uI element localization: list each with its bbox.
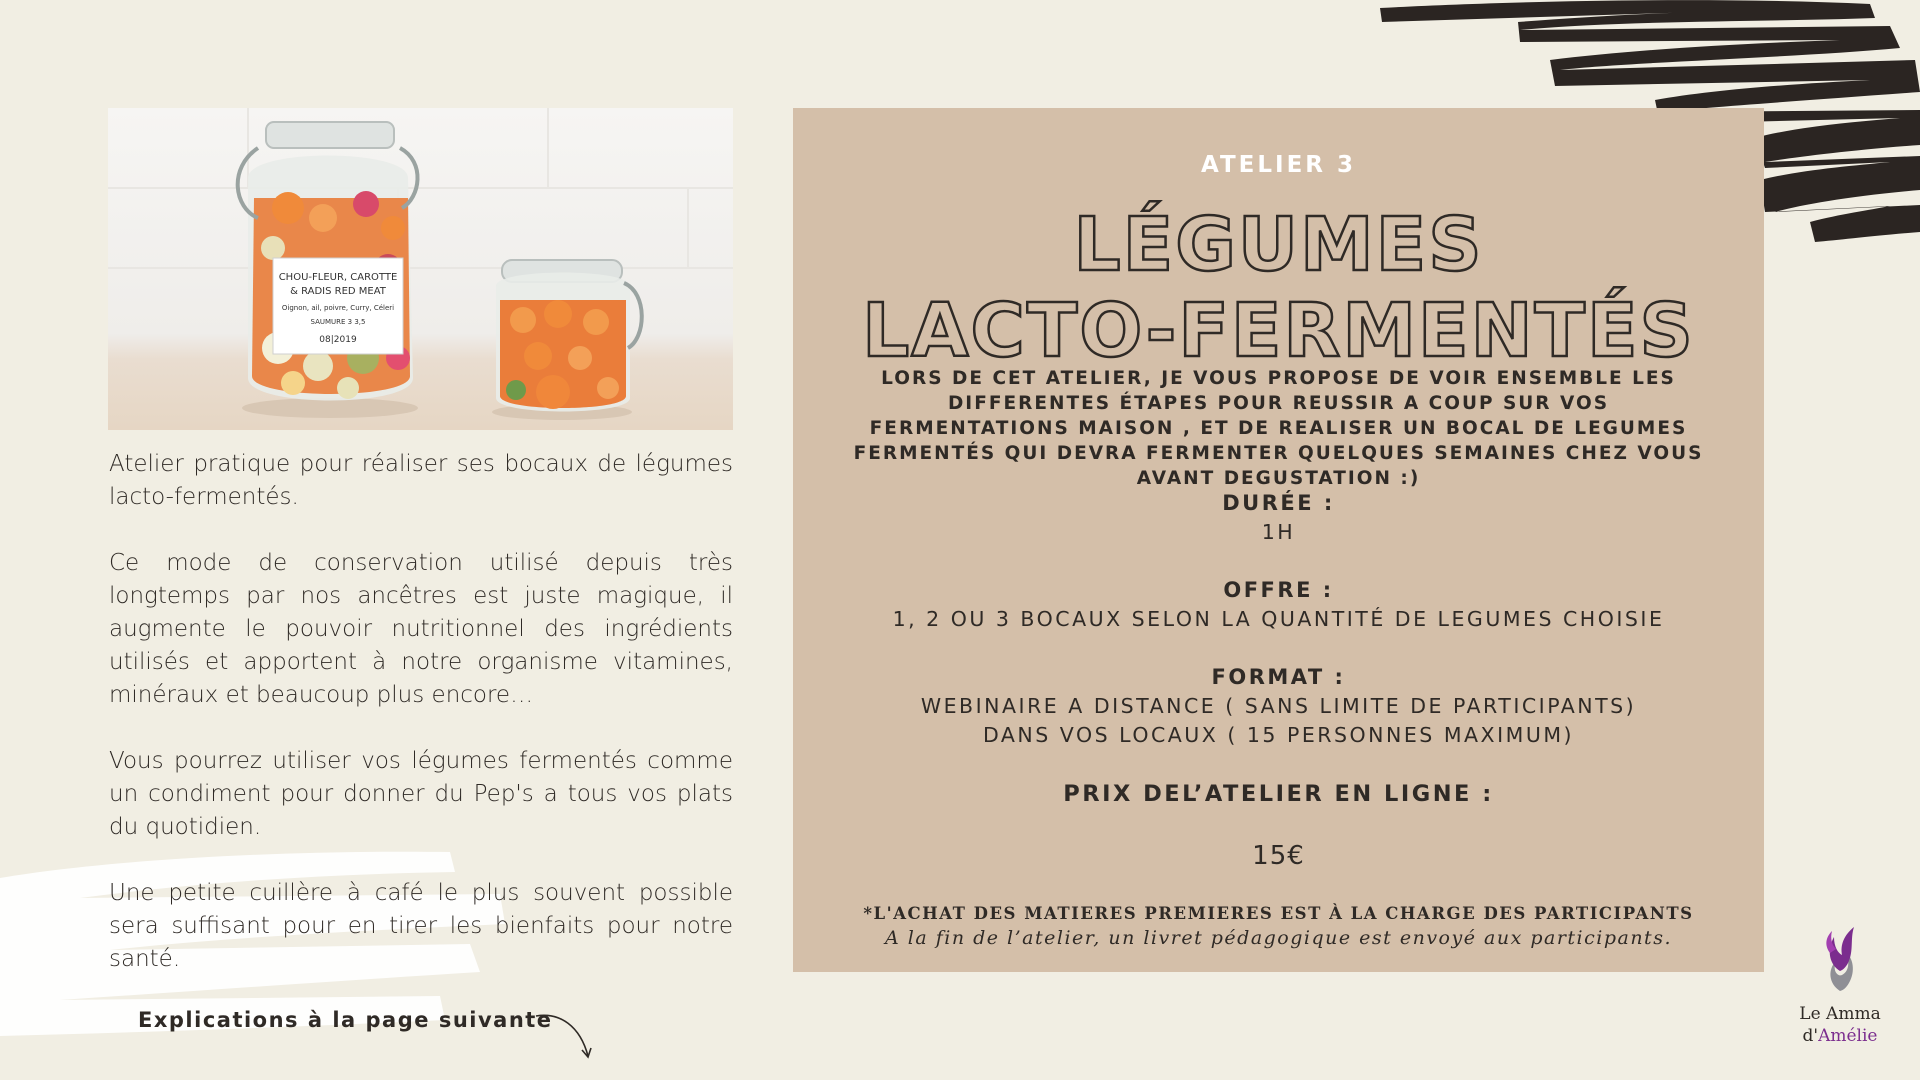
booklet-note: A la fin de l’atelier, un livret pédagogique est envoyé aux participants.	[885, 927, 1672, 949]
description-text	[109, 448, 733, 1009]
title-line-2: LACTO-FERMENTÉS	[862, 288, 1695, 374]
materials-note: *L'ACHAT DES MATIERES PREMIERES EST À LA CHARGE DES PARTICIPANTS	[863, 904, 1694, 923]
jar-label-line-4: SAUMURE 3 3,5	[310, 318, 366, 326]
brand-logo	[1790, 925, 1890, 1047]
brand-name	[1790, 1003, 1890, 1047]
price-value: 15€	[1252, 841, 1305, 871]
duration-value: 1H	[1261, 520, 1296, 544]
intro-text: LORS DE CET ATELIER, JE VOUS PROPOSE DE VOIR ENSEMBLE LES DIFFERENTES ÉTAPES POUR REUSSIR A COUP SUR VOS FERMENTATIONS MAISON , ET DE REALISER UN BOCAL DE LEGUMES FERMENTÉS QUI DEVRA FERMENTER QUELQUES SEMAINES CHEZ VOUS AVANT DEGUSTATION :)	[853, 368, 1704, 489]
jars-photo	[108, 108, 733, 430]
brand-line-1: Le Amma	[1799, 1004, 1881, 1024]
next-page-link[interactable]: Explications à la page suivante	[138, 1008, 553, 1032]
workshop-card	[793, 108, 1764, 972]
jar-label-line-1: CHOU-FLEUR, CAROTTE	[278, 272, 398, 283]
paragraph-3: Vous pourrez utiliser vos légumes fermentés comme un condiment pour donner du Pep's a tous vos plats du quotidien.	[109, 748, 733, 840]
offer-label: OFFRE :	[1223, 578, 1334, 602]
workshop-number: ATELIER 3	[1200, 152, 1357, 178]
duration-label: DURÉE :	[1222, 491, 1335, 515]
brand-line-2-accent: Amélie	[1818, 1026, 1878, 1046]
offer-value: 1, 2 OU 3 BOCAUX SELON LA QUANTITÉ DE LEGUMES CHOISIE	[892, 607, 1665, 631]
format-value-2: DANS VOS LOCAUX ( 15 PERSONNES MAXIMUM)	[982, 723, 1575, 747]
jar-label-line-3: Oignon, ail, poivre, Curry, Céleri	[281, 304, 395, 312]
jar-label-line-5: 08|2019	[319, 335, 357, 345]
format-label: FORMAT :	[1211, 665, 1346, 689]
brand-line-2	[1790, 1025, 1890, 1047]
paragraph-4: Une petite cuillère à café le plus souvent possible sera suffisant pour en tirer les bienfaits pour notre santé.	[109, 880, 733, 972]
paragraph-2: Ce mode de conservation utilisé depuis très longtemps par nos ancêtres est juste magique, il augmente le pouvoir nutritionnel des ingrédients utilisés et apportent à notre organisme vitamines, minéraux et beaucoup plus encore…	[109, 550, 733, 708]
jar-label-line-2: & RADIS RED MEAT	[290, 286, 386, 297]
format-value-1: WEBINAIRE A DISTANCE ( SANS LIMITE DE PARTICIPANTS)	[920, 694, 1637, 718]
paragraph-1: Atelier pratique pour réaliser ses bocaux de légumes lacto-fermentés.	[109, 451, 733, 510]
brand-line-2-prefix: d'	[1802, 1026, 1819, 1046]
title-line-1: LÉGUMES	[1073, 202, 1484, 288]
curved-arrow-icon	[532, 1012, 592, 1062]
flame-logo-icon	[1820, 925, 1860, 995]
price-label: PRIX DEL’ATELIER EN LIGNE :	[1063, 781, 1494, 807]
